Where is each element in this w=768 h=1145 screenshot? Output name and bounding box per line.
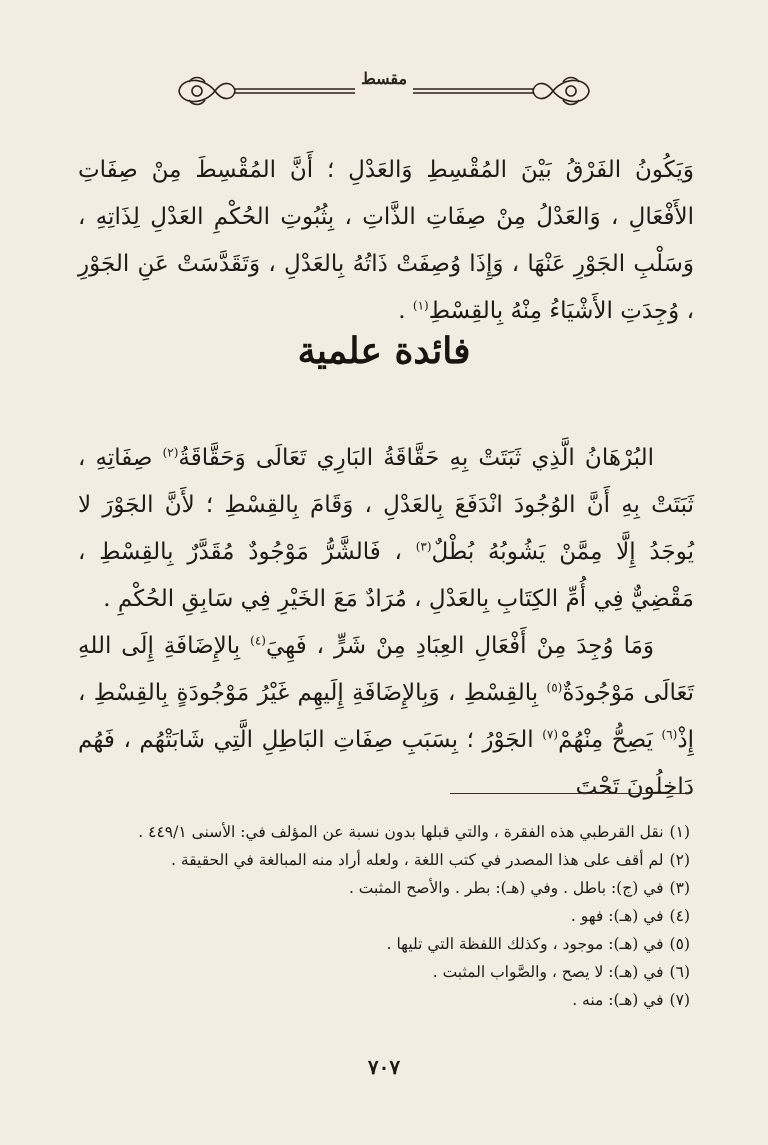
footnote-2	[78, 846, 690, 874]
footnote-ref-4[interactable]: (٤)	[250, 633, 266, 648]
footnote-number: (٧)	[669, 991, 690, 1009]
paragraph-1: وَيَكُونُ الفَرْقُ بَيْنَ المُقْسِطِ وَالعَدْلِ ؛ أَنَّ المُقْسِطَ مِنْ صِفَاتِ الأَفْعَالِ ، وَالعَدْلُ مِنْ صِفَاتِ الذَّاتِ ، بِثُبُوتِ الحُكْمِ العَدْلِ لِذَاتِهِ ، وَسَلْبِ الجَوْرِ عَنْهَا ، وَإِذَا وُصِفَتْ ذَاتُهُ بِالعَدْلِ ، وَتَقَدَّسَتْ عَنِ الجَوْرِ ، وُجِدَتِ الأَشْيَاءُ مِنْهُ بِالقِسْطِ$^{(١)}$ .	[78, 157, 694, 324]
page-header	[175, 68, 593, 114]
footnote-text: في (هـ): لا يصح ، والصَّواب المثبت .	[432, 963, 664, 981]
footnote-1	[78, 818, 690, 846]
running-title: مقسط	[360, 69, 408, 88]
footnote-5	[78, 930, 690, 958]
footnote-text: في (هـ): منه .	[572, 991, 664, 1009]
footnote-ref-5[interactable]: (٥)	[546, 680, 563, 695]
footnote-text: في (ج): باطل . وفي (هـ): بطر . والأصح المثبت .	[348, 879, 664, 897]
paragraph-3: وَمَا وُجِدَ مِنْ أَفْعَالِ العِبَادِ مِنْ شَرٍّ ، فَهِيَ$^{(٤)}$ بِالإِضَافَةِ إِلَى اللهِ تَعَالَى مَوْجُودَةٌ$^{(٥)}$ بِالقِسْطِ ، وَبِالإِضَافَةِ إِلَيهِم غَيْرُ مَوْجُودَةٍ بِالقِسْطِ ، إِذْ$^{(٦)}$ يَصِحُّ مِنْهُمْ$^{(٧)}$ الجَوْرُ ؛ بِسَبَبِ صِفَاتِ البَاطِلِ الَّتِي شَابَتْهُم ، فَهُم دَاخِلُونَ تَحْتَ	[78, 633, 694, 800]
page-number: ٧٠٧	[367, 1055, 401, 1079]
footnote-ref-7[interactable]: (٧)	[542, 727, 559, 742]
footnote-number: (٥)	[669, 935, 690, 953]
footnote-ref-6[interactable]: (٦)	[661, 727, 678, 742]
footnotes-list	[78, 818, 690, 1014]
footnote-number: (٣)	[669, 879, 690, 897]
footnote-text: في (هـ): موجود ، وكذلك اللفظة التي تليها .	[386, 935, 664, 953]
footnote-number: (٢)	[669, 851, 690, 869]
footnote-text: لم أقف على هذا المصدر في كتب اللغة ، ولعله أراد منه المبالغة في الحقيقة .	[171, 851, 664, 869]
footnote-ref-3[interactable]: (٣)	[415, 539, 432, 554]
footnote-6	[78, 958, 690, 986]
footnote-7	[78, 986, 690, 1014]
footnote-text: في (هـ): فهو .	[570, 907, 664, 925]
footnote-ref-2[interactable]: (٢)	[162, 445, 179, 460]
section-heading: فائدة علمية	[297, 330, 471, 372]
footnote-ref-1[interactable]: (١)	[412, 298, 429, 313]
footnote-number: (٦)	[669, 963, 690, 981]
footnote-3	[78, 874, 690, 902]
paragraph-2: البُرْهَانُ الَّذِي ثَبَتَتْ بِهِ حَقَّاقَةُ البَارِي تَعَالَى وَحَقَّاقَةُ$^{(٢)}$ صِفَاتِهِ ، ثَبَتَتْ بِهِ أَنَّ الوُجُودَ انْدَفَعَ بِالعَدْلِ ، وَقَامَ بِالقِسْطِ ؛ لأَنَّ الجَوْرَ لا يُوجَدُ إِلَّا مِمَّنْ يَشُوبُهُ بُطْلٌ$^{(٣)}$ ، فَالشَّرُّ مَوْجُودٌ مُقَدَّرٌ بِالقِسْطِ ، مَقْضِيٌّ فِي أُمِّ الكِتَابِ بِالعَدْلِ ، مُرَادٌ مَعَ الخَيْرِ فِي سَابِقِ الحُكْمِ .	[78, 445, 694, 612]
footnote-text: نقل القرطبي هذه الفقرة ، والتي قبلها بدون نسبة عن المؤلف في: الأسنى ٤٤٩/١ .	[138, 823, 664, 841]
footnote-number: (٤)	[669, 907, 690, 925]
footnote-divider	[450, 793, 690, 794]
footnote-number: (١)	[669, 823, 690, 841]
footnote-4	[78, 902, 690, 930]
